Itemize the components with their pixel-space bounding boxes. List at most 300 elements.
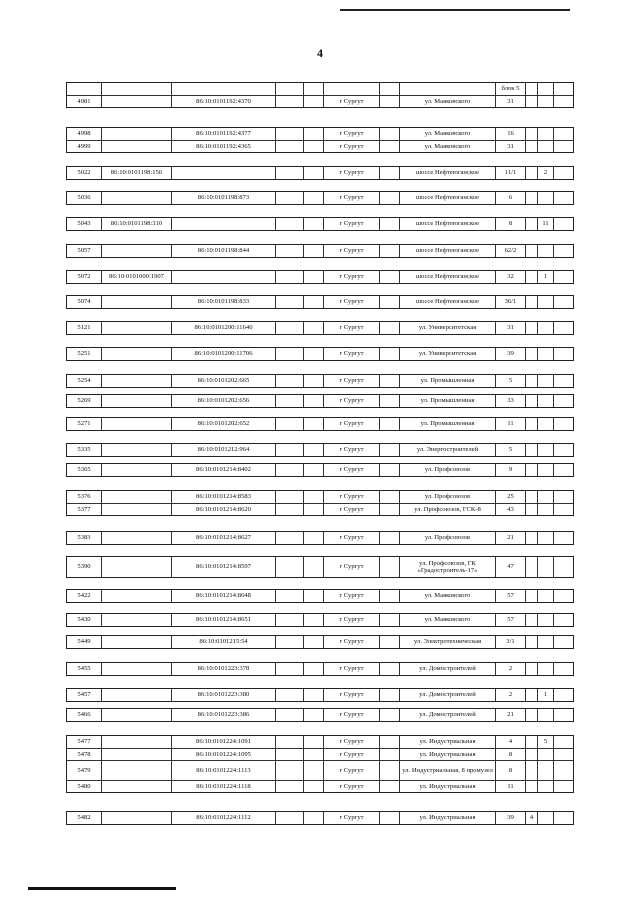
table-row — [67, 348, 573, 360]
cell-cad1 — [101, 322, 171, 334]
cell-n2: 1 — [537, 271, 553, 283]
cell-cad2: 86:10:0101192:4370 — [171, 96, 275, 107]
cell-blank — [303, 83, 323, 95]
cell-blank — [553, 348, 573, 360]
cell-n2 — [537, 464, 553, 476]
cell-n2 — [537, 322, 553, 334]
cell-city: г Сургут — [323, 504, 379, 515]
cell-n2 — [537, 812, 553, 824]
cell-cad1 — [101, 709, 171, 721]
cell-cad2: 86:10:0101198:833 — [171, 296, 275, 308]
cell-blank — [379, 83, 399, 95]
cell-house: 33 — [495, 395, 525, 407]
cell-id: 5422 — [77, 592, 91, 600]
cell-n1 — [525, 491, 537, 503]
cell-blank — [303, 96, 323, 107]
cell-cad2: 86:10:0101214:8597 — [171, 557, 275, 577]
cell-blank — [275, 557, 303, 577]
table-row — [67, 322, 573, 334]
cell-cad2: 86:10:0101200:11706 — [171, 348, 275, 360]
cell-blank — [379, 218, 399, 230]
cell-blank — [553, 271, 573, 283]
table-group — [66, 688, 574, 702]
cell-cad1 — [101, 375, 171, 387]
cell-house: 43 — [495, 504, 525, 515]
cell-house: 31 — [495, 96, 525, 107]
cell-city: г Сургут — [323, 614, 379, 626]
cell-street: ул. Профсоюзов — [399, 532, 495, 544]
cell-id: 5466 — [77, 711, 91, 719]
cell-house: 47 — [495, 557, 525, 577]
cell-street: шоссе Нефтеюганское — [399, 245, 495, 257]
cell-blank — [275, 504, 303, 515]
cell-blank — [379, 464, 399, 476]
cell-blank — [379, 781, 399, 792]
cell-blank — [379, 532, 399, 544]
cell-cad2: 86:10:0101202:665 — [171, 375, 275, 387]
cell-n2 — [537, 614, 553, 626]
cell-cad2 — [171, 167, 275, 179]
cell-id: 4998 — [77, 130, 91, 138]
cell-house: 25 — [495, 491, 525, 503]
cell-blank — [553, 736, 573, 748]
cell-cad1 — [101, 296, 171, 308]
cell-n1 — [525, 296, 537, 308]
cell-blank — [275, 218, 303, 230]
cell-cad2: 86:10:0101223:378 — [171, 663, 275, 675]
cell-city — [323, 83, 379, 95]
cell-blank — [379, 636, 399, 648]
cell-blank — [379, 418, 399, 430]
cell-street: ул. Индустриальная — [399, 812, 495, 824]
cell-house: 32 — [495, 271, 525, 283]
cell-blank — [275, 636, 303, 648]
table-row — [67, 812, 573, 824]
cell-city: г Сургут — [323, 749, 379, 760]
cell-cad2: 86:10:0101200:11640 — [171, 322, 275, 334]
cell-street: шоссе Нефтеюганское — [399, 192, 495, 204]
cell-n2 — [537, 83, 553, 95]
cell-id: 5022 — [77, 169, 91, 177]
cell-n1 — [525, 709, 537, 721]
cell-cad2: 86:10:0101224:1113 — [171, 761, 275, 780]
cell-street: ул. Маяковского — [399, 96, 495, 107]
cell-n1 — [525, 614, 537, 626]
cell-blank — [303, 663, 323, 675]
table-row — [67, 491, 573, 503]
table-row — [67, 296, 573, 308]
table-group — [66, 589, 574, 603]
table-row — [67, 192, 573, 204]
cell-blank — [379, 663, 399, 675]
page-number: 4 — [317, 46, 323, 60]
cell-blank — [379, 271, 399, 283]
cell-blank — [303, 636, 323, 648]
cell-n2 — [537, 491, 553, 503]
cell-blank — [275, 781, 303, 792]
cell-blank — [275, 812, 303, 824]
cell-blank — [379, 812, 399, 824]
cell-blank — [275, 348, 303, 360]
table-group — [66, 443, 574, 457]
cell-blank — [553, 96, 573, 107]
cell-street: ул. Индустриальная, 8 промузел — [399, 761, 495, 780]
cell-cad1 — [101, 590, 171, 602]
cell-id: 5121 — [77, 324, 91, 332]
cell-n2 — [537, 590, 553, 602]
cell-n2 — [537, 532, 553, 544]
cell-blank — [303, 590, 323, 602]
cell-blank — [553, 749, 573, 760]
cell-cad1 — [101, 395, 171, 407]
cell-cad1 — [101, 557, 171, 577]
cell-house: 8 — [495, 761, 525, 780]
cell-id: 4999 — [77, 142, 91, 150]
cell-blank — [275, 761, 303, 780]
cell-blank — [275, 663, 303, 675]
cell-n1 — [525, 504, 537, 515]
cell-n1 — [525, 749, 537, 760]
table-group — [66, 662, 574, 676]
cell-street: шоссе Нефтеюганское — [399, 271, 495, 283]
table-group — [66, 556, 574, 578]
cell-street — [399, 83, 495, 95]
cell-city: г Сургут — [323, 128, 379, 140]
cell-house: 31 — [495, 322, 525, 334]
table-group — [66, 735, 574, 793]
cell-n2 — [537, 375, 553, 387]
cell-blank — [303, 395, 323, 407]
cell-city: г Сургут — [323, 689, 379, 701]
cell-cad2: 86:10:0101198:844 — [171, 245, 275, 257]
cell-cad1 — [101, 636, 171, 648]
cell-blank — [553, 418, 573, 430]
table-group — [66, 417, 574, 431]
cell-id: 5074 — [77, 298, 91, 306]
table-group — [66, 191, 574, 205]
table-row — [67, 418, 573, 430]
cell-blank — [303, 749, 323, 760]
table-group — [66, 374, 574, 388]
cell-blank — [303, 141, 323, 152]
cell-blank — [553, 614, 573, 626]
cell-cad2: 86:10:0101214:8627 — [171, 532, 275, 544]
cell-id: 5365 — [77, 466, 91, 474]
cell-street: ул. Профсоюзов — [399, 491, 495, 503]
cell-blank — [379, 491, 399, 503]
cell-n1 — [525, 532, 537, 544]
table-group — [66, 166, 574, 180]
cell-blank — [303, 167, 323, 179]
cell-blank — [553, 761, 573, 780]
cell-cad1 — [101, 141, 171, 152]
cell-street: шоссе Нефтеюганское — [399, 218, 495, 230]
cell-city: г Сургут — [323, 491, 379, 503]
cell-street: ул. Энергостроителей — [399, 444, 495, 456]
cell-blank — [379, 192, 399, 204]
table-row — [67, 780, 573, 792]
cell-id: 5036 — [77, 194, 91, 202]
cell-blank — [275, 464, 303, 476]
cell-n2 — [537, 557, 553, 577]
cell-street: ул. Промышленная — [399, 375, 495, 387]
cell-blank — [553, 491, 573, 503]
cell-house: 39 — [495, 348, 525, 360]
cell-blank — [379, 614, 399, 626]
cell-blank — [275, 491, 303, 503]
cell-blank — [553, 464, 573, 476]
cell-blank — [379, 296, 399, 308]
cell-cad2: 86:10:0101224:1118 — [171, 781, 275, 792]
cell-n1 — [525, 781, 537, 792]
cell-n1 — [525, 167, 537, 179]
cell-street: ул. Университетская — [399, 322, 495, 334]
cell-blank — [275, 167, 303, 179]
cell-street: ул. Домостроителей — [399, 709, 495, 721]
table-row — [67, 614, 573, 626]
cell-id: 5271 — [77, 420, 91, 428]
table-row — [67, 663, 573, 675]
cell-blank — [379, 444, 399, 456]
cell-city: г Сургут — [323, 736, 379, 748]
cell-blank — [553, 141, 573, 152]
cell-n1 — [525, 395, 537, 407]
cell-blank — [553, 192, 573, 204]
cell-n2 — [537, 395, 553, 407]
cell-house: 2 — [495, 689, 525, 701]
cell-blank — [303, 192, 323, 204]
cell-id: 5477 — [77, 738, 91, 746]
cell-street: ул. Электротехническая — [399, 636, 495, 648]
table-row — [67, 271, 573, 283]
cell-city: г Сургут — [323, 167, 379, 179]
cell-house: 16 — [495, 128, 525, 140]
cell-blank — [553, 128, 573, 140]
table-row — [67, 444, 573, 456]
cell-blank — [303, 781, 323, 792]
cell-house: 5 — [495, 375, 525, 387]
cell-city: г Сургут — [323, 464, 379, 476]
cell-cad2: 86:10:0101215:54 — [171, 636, 275, 648]
table-group — [66, 82, 574, 108]
cell-cad2: 86:10:0101214:8648 — [171, 590, 275, 602]
cell-cad1 — [101, 491, 171, 503]
cell-cad1 — [101, 736, 171, 748]
cell-blank — [303, 761, 323, 780]
cell-city: г Сургут — [323, 375, 379, 387]
cell-cad2: 86:10:0101223:380 — [171, 689, 275, 701]
cell-id: 5478 — [77, 750, 91, 758]
cell-cad1 — [101, 812, 171, 824]
cell-house: блок 5 — [495, 83, 525, 95]
cell-n2: 11 — [537, 218, 553, 230]
table-row — [67, 375, 573, 387]
cell-n1 — [525, 348, 537, 360]
table-group — [66, 490, 574, 516]
cell-id: 5390 — [77, 563, 91, 571]
cell-street: ул. Индустриальная — [399, 781, 495, 792]
table-row — [67, 590, 573, 602]
cell-cad2: 86:10:0101198:873 — [171, 192, 275, 204]
table-group — [66, 708, 574, 722]
cell-n2 — [537, 504, 553, 515]
cell-blank — [303, 504, 323, 515]
cell-n2 — [537, 444, 553, 456]
cell-cad1 — [101, 96, 171, 107]
cell-blank — [303, 689, 323, 701]
table-row — [67, 689, 573, 701]
cell-blank — [275, 245, 303, 257]
table-group — [66, 244, 574, 258]
cell-street: ул. Профсоюзов, ГК «Градостроитель-17» — [399, 557, 495, 577]
cell-blank — [275, 141, 303, 152]
cell-house: 11/1 — [495, 167, 525, 179]
cell-cad1 — [101, 504, 171, 515]
cell-n2 — [537, 96, 553, 107]
cell-house: 36/1 — [495, 296, 525, 308]
table-group — [66, 127, 574, 153]
cell-city: г Сургут — [323, 218, 379, 230]
cell-n1: 4 — [525, 812, 537, 824]
cell-street: ул. Маяковского — [399, 141, 495, 152]
cell-id: 5057 — [77, 247, 91, 255]
table-group — [66, 347, 574, 361]
cell-blank — [303, 375, 323, 387]
cell-blank — [553, 636, 573, 648]
cell-blank — [275, 375, 303, 387]
cell-blank — [379, 322, 399, 334]
cell-blank — [553, 444, 573, 456]
cell-blank — [553, 812, 573, 824]
cell-blank — [275, 749, 303, 760]
cell-house: 3/1 — [495, 636, 525, 648]
cell-cad2: 86:10:0101212:964 — [171, 444, 275, 456]
cell-id: 5269 — [77, 397, 91, 405]
cell-blank — [275, 736, 303, 748]
cell-n1 — [525, 464, 537, 476]
top-rule — [340, 9, 570, 11]
cell-n2: 1 — [537, 689, 553, 701]
cell-cad1 — [101, 663, 171, 675]
table-row — [67, 464, 573, 476]
cell-cad2 — [171, 271, 275, 283]
cell-id: 5449 — [77, 638, 91, 646]
table-group — [66, 811, 574, 825]
cell-blank — [379, 504, 399, 515]
cell-blank — [379, 245, 399, 257]
cell-blank — [303, 444, 323, 456]
cell-city: г Сургут — [323, 245, 379, 257]
cell-blank — [275, 96, 303, 107]
cell-blank — [303, 614, 323, 626]
cell-cad1 — [101, 761, 171, 780]
table-row — [67, 503, 573, 515]
cell-blank — [379, 96, 399, 107]
cell-id: 5254 — [77, 377, 91, 385]
cell-id — [67, 83, 101, 95]
cell-blank — [275, 395, 303, 407]
cell-street: ул. Индустриальная — [399, 736, 495, 748]
cell-n1 — [525, 218, 537, 230]
cell-n1 — [525, 322, 537, 334]
table-group — [66, 394, 574, 408]
cell-blank — [379, 749, 399, 760]
bottom-rule — [28, 887, 176, 890]
cell-blank — [303, 218, 323, 230]
cell-n1 — [525, 736, 537, 748]
cell-id: 5455 — [77, 665, 91, 673]
cell-street: шоссе Нефтеюганское — [399, 296, 495, 308]
cell-house: 62/2 — [495, 245, 525, 257]
cell-id: 4981 — [77, 97, 91, 105]
cell-blank — [275, 83, 303, 95]
cell-city: г Сургут — [323, 348, 379, 360]
cell-blank — [275, 296, 303, 308]
cell-id: 5479 — [77, 766, 91, 774]
cell-blank — [553, 167, 573, 179]
cell-house: 39 — [495, 812, 525, 824]
cell-n2 — [537, 709, 553, 721]
cell-blank — [303, 709, 323, 721]
cell-id: 5482 — [77, 814, 91, 822]
cell-n1 — [525, 245, 537, 257]
cell-cad1 — [101, 418, 171, 430]
cell-street: ул. Промышленная — [399, 395, 495, 407]
cell-blank — [379, 128, 399, 140]
cell-city: г Сургут — [323, 96, 379, 107]
cell-blank — [553, 375, 573, 387]
cell-street: шоссе Нефтеюганское — [399, 167, 495, 179]
cell-id: 5251 — [77, 350, 91, 358]
cell-city: г Сургут — [323, 557, 379, 577]
cell-cad2: 86:10:0101214:8583 — [171, 491, 275, 503]
cell-blank — [379, 167, 399, 179]
cell-street: ул. Маяковского — [399, 590, 495, 602]
cell-cad2 — [171, 83, 275, 95]
cell-house: 11 — [495, 781, 525, 792]
cell-n1 — [525, 590, 537, 602]
cell-blank — [303, 491, 323, 503]
cell-blank — [275, 444, 303, 456]
table-row — [67, 636, 573, 648]
cell-house: 6 — [495, 192, 525, 204]
cell-house: 8 — [495, 749, 525, 760]
cell-cad2: 86:10:0101224:1091 — [171, 736, 275, 748]
table-row — [67, 140, 573, 152]
cell-cad1 — [101, 781, 171, 792]
cell-blank — [275, 614, 303, 626]
cell-n2 — [537, 663, 553, 675]
cell-house: 31 — [495, 141, 525, 152]
cell-blank — [379, 395, 399, 407]
cell-n1 — [525, 128, 537, 140]
cell-n2 — [537, 128, 553, 140]
cell-n1 — [525, 192, 537, 204]
cell-street: ул. Индустриальная — [399, 749, 495, 760]
table-row — [67, 128, 573, 140]
table-group — [66, 295, 574, 309]
cell-blank — [303, 271, 323, 283]
cell-blank — [379, 375, 399, 387]
cell-city: г Сургут — [323, 709, 379, 721]
cell-blank — [303, 736, 323, 748]
cell-blank — [275, 709, 303, 721]
cell-city: г Сургут — [323, 296, 379, 308]
cell-cad1 — [101, 689, 171, 701]
cell-city: г Сургут — [323, 663, 379, 675]
cell-id: 5072 — [77, 273, 91, 281]
table-row — [67, 760, 573, 780]
